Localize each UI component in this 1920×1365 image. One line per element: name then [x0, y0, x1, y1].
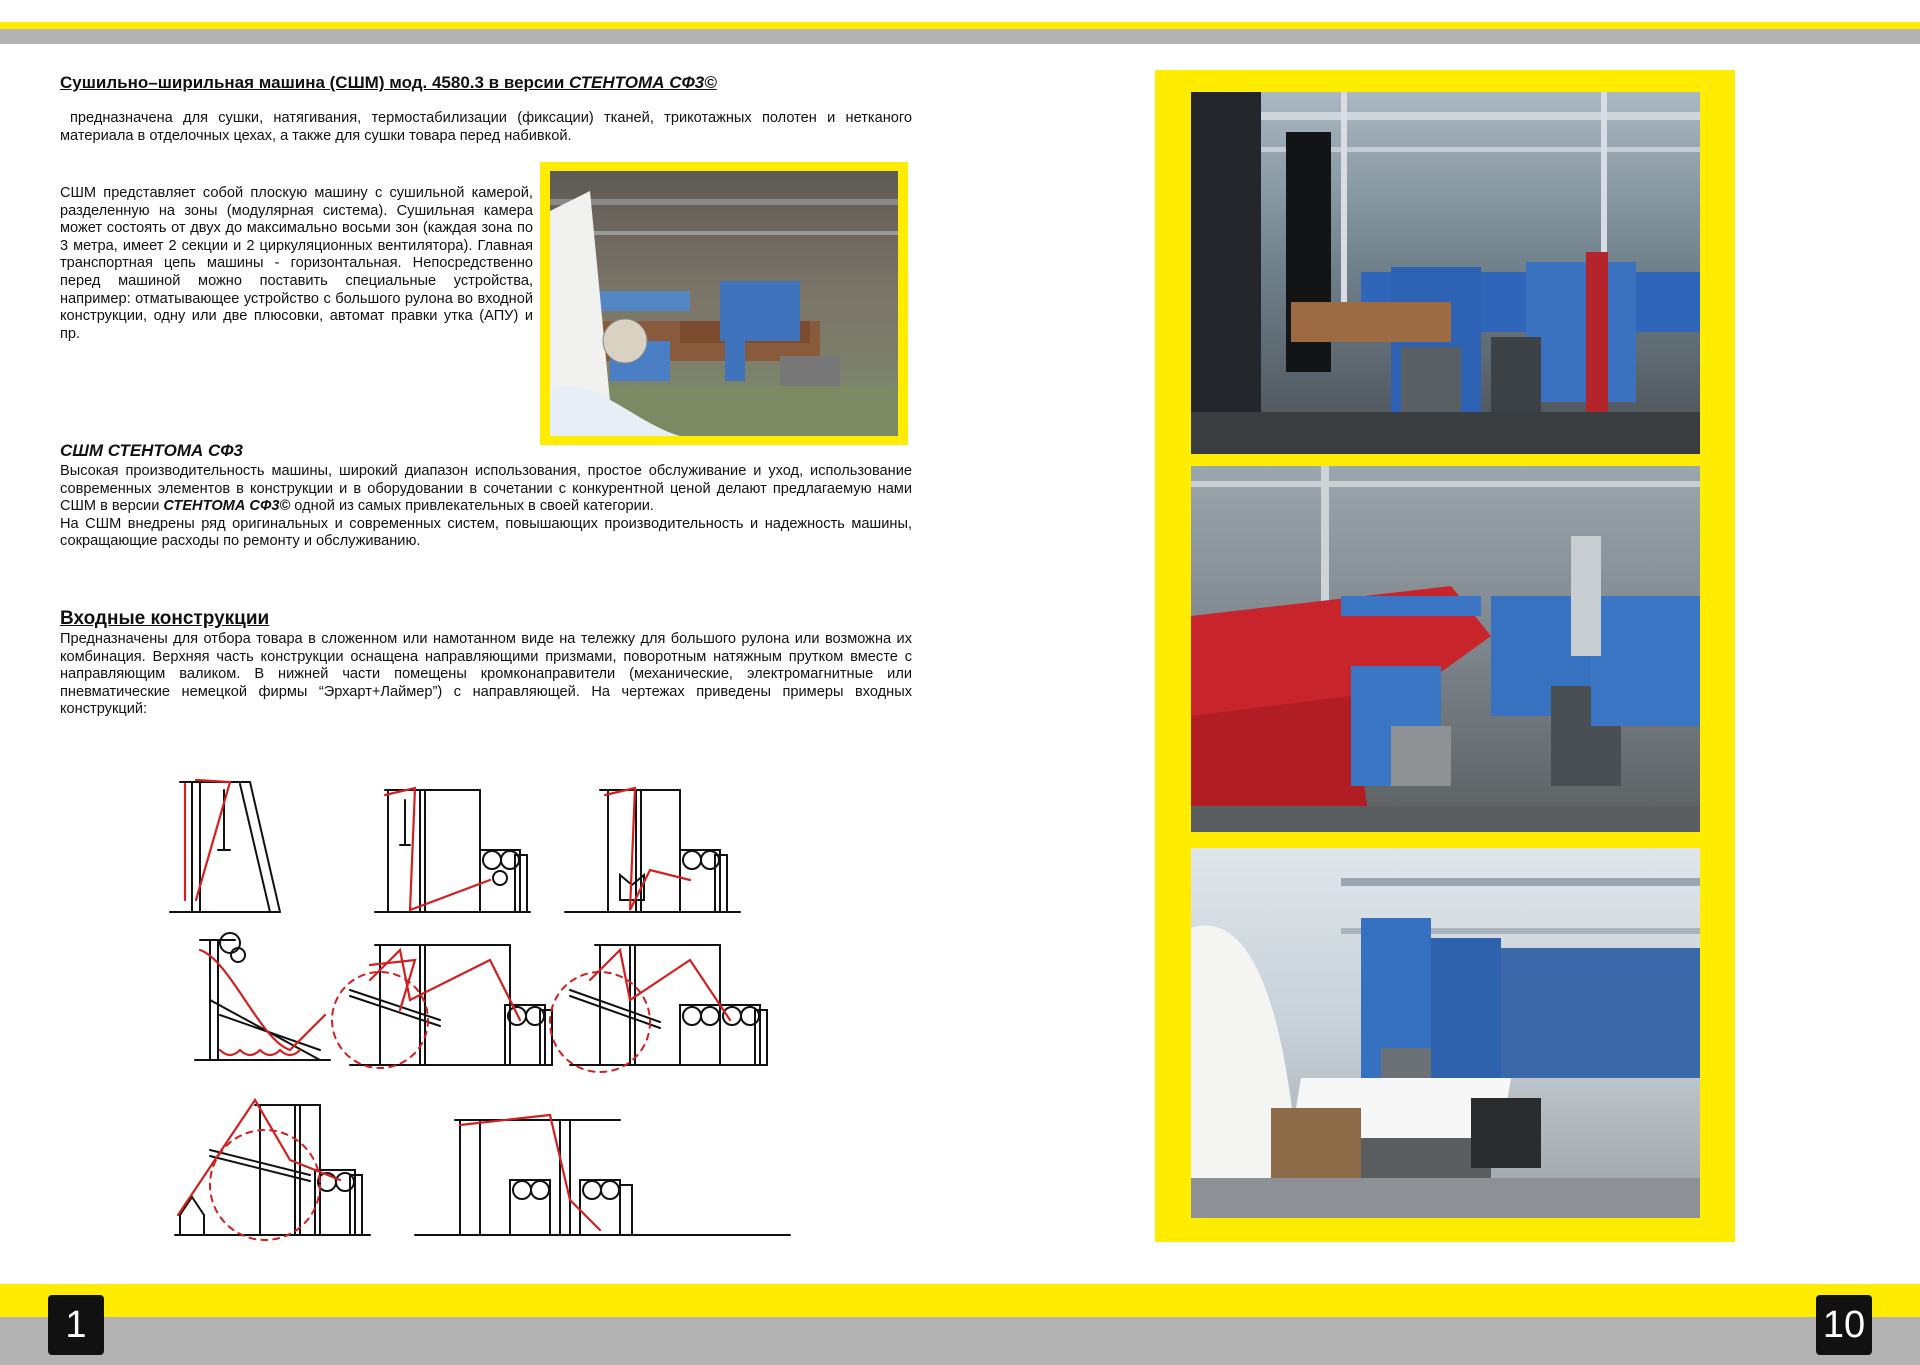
- inlet-diagrams: [160, 760, 920, 1250]
- section3-title: Входные конструкции: [60, 608, 270, 629]
- drawing-7: [175, 1105, 370, 1235]
- photo-panel: [1155, 70, 1735, 1242]
- page-title: [60, 73, 930, 93]
- bottom-yellow-band: [0, 1284, 1920, 1317]
- small-photo-frame: [540, 162, 908, 445]
- drawing-4: [195, 933, 330, 1060]
- section2-p1-before: Высокая производительность машины, широкий диапазон использования, простое обслуживание и уход, использование современных элементов в конструкции и в оборудовании в сочетании с конкурентной ценой делают предлагаемую нами СШМ в версии: [60, 463, 912, 515]
- section2-p1-brand: СТЕНТОМА СФ3©: [163, 498, 291, 515]
- section3-paragraph: Предназначены для отбора товара в сложенном или намотанном виде на тележку для большого рулона или возможна их комбинация. Верхняя часть конструкции оснащена направляющими призмами, поворотным натяжным прутком вместе с направляющим валиком. В нижней части помещены кромконаправители (механические, электромагнитные или пневматические немецкой фирмы “Эрхарт+Лаймер”) с направляющей. На чертежах приведены примеры входных конструкций:: [60, 631, 912, 718]
- page-number-left: 1: [48, 1295, 104, 1355]
- intro-block: [60, 110, 912, 145]
- section2: [60, 441, 912, 551]
- description-block: [60, 185, 533, 343]
- section2-paragraph-1: [60, 463, 912, 516]
- top-grey-band: [0, 29, 1920, 44]
- factory-photo-1: [1191, 92, 1700, 454]
- top-yellow-band: [0, 22, 1920, 29]
- page-number-right: 10: [1816, 1295, 1872, 1355]
- section3: [60, 608, 912, 719]
- section2-title: СШМ СТЕНТОМА СФ3: [60, 441, 243, 460]
- section2-paragraph-2: На СШМ внедрены ряд оригинальных и современных систем, повышающих производительность и надежность машины, сокращающие расходы по ремонту и обслуживанию.: [60, 515, 912, 550]
- intro-paragraph: предназначена для сушки, натягивания, термостабилизации (фиксации) тканей, трикотажных полотен и нетканого материала в отделочных цехах, а также для сушки товара перед набивкой.: [60, 110, 912, 144]
- drawing-8: [415, 1120, 790, 1235]
- section2-p1-after: одной из самых привлекательных в своей категории.: [290, 498, 654, 515]
- description-paragraph: СШМ представляет собой плоскую машину с сушильной камерой, разделенную на зоны (модулярная система). Сушильная камера может состоять от двух до максимально восьми зон (каждая зона по 3 метра, имеет 2 секции и 2 циркуляционных вентилятора). Главная транспортная цепь машины - горизонтальная. Непосредственно перед машиной можно поставить специальные устройства, например: отматывающее устройство с большого рулона во входной конструкции, одну или две плюсовки, автомат правки утка (АПУ) и пр.: [60, 185, 533, 342]
- drawing-3: [565, 790, 740, 912]
- factory-photo-3: [1191, 848, 1700, 1218]
- factory-photo-2: [1191, 466, 1700, 832]
- factory-photo-small: [550, 171, 898, 436]
- title-brand: СТЕНТОМА СФ3©: [569, 73, 717, 92]
- drawing-6: [570, 945, 767, 1065]
- bottom-grey-band: [0, 1317, 1920, 1365]
- title-main: Сушильно–ширильная машина (СШМ) мод. 4580.3 в версии: [60, 73, 570, 92]
